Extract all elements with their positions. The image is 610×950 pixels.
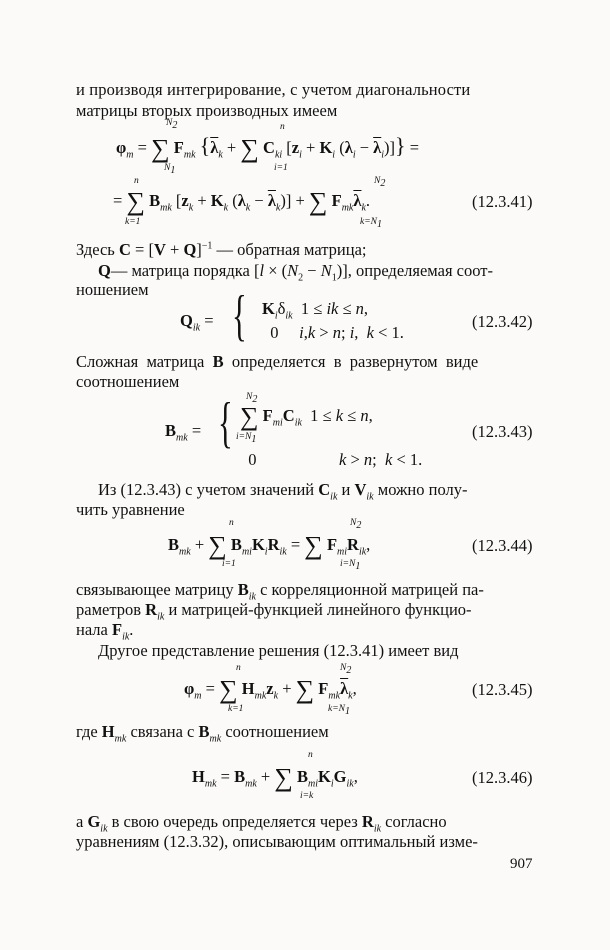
text-fragment: с корреляционной матрицей па- bbox=[260, 580, 484, 599]
sum-lower-limit: i=1 bbox=[274, 163, 288, 173]
equation-number: (12.3.46) bbox=[472, 768, 533, 787]
equation-12-3-44: $B_{mk}$ + ∑ $B_{mi}K_iR_{ik}$ = ∑ $F_{mi}R_{ik}$, bbox=[168, 531, 371, 560]
equation-number: (12.3.41) bbox=[472, 192, 533, 211]
text-line: Q— матрица порядка $[l \times (N_2 - N_1)]$, определяемая соот- bbox=[98, 261, 493, 284]
text-fragment: Из (12.3.43) с учетом значений bbox=[98, 480, 315, 499]
text-fragment: связывающее матрицу bbox=[76, 580, 234, 599]
text-line: матрицы вторых производных имеем bbox=[76, 101, 338, 120]
left-brace: { bbox=[232, 285, 247, 347]
sum-lower-limit: $k=N_1$ bbox=[360, 217, 382, 230]
sum-upper-limit: n bbox=[134, 176, 139, 186]
text-fragment: согласно bbox=[385, 812, 447, 831]
text-line: где $H_{mk}$ связана с $B_{mk}$ соотношением bbox=[76, 722, 329, 745]
equation-12-3-43-case2: 0 k > n; k < 1. bbox=[240, 450, 423, 469]
equation-number: (12.3.42) bbox=[472, 312, 533, 331]
text-fragment: можно полу- bbox=[377, 480, 468, 499]
sum-upper-limit: n bbox=[236, 663, 241, 673]
text-fragment: нала bbox=[76, 620, 108, 639]
text-fragment: а bbox=[76, 812, 84, 831]
equation-number: (12.3.45) bbox=[472, 680, 533, 699]
sum-upper-limit: $N_2$ bbox=[350, 518, 362, 531]
sum-upper-limit: n bbox=[229, 518, 234, 528]
equation-number: (12.3.44) bbox=[472, 536, 533, 555]
page-number: 907 bbox=[510, 856, 533, 872]
sum-lower-limit: i=k bbox=[300, 791, 314, 801]
sum-lower-limit: k=1 bbox=[125, 217, 141, 227]
equation-12-3-41-line2: = ∑ $B_{mk}$ [$z_k + K_k$ $(\lambda_k - \overline{\lambda}_k)$] + ∑ $F_{mk}\overline{\lambda}_k$. bbox=[113, 187, 371, 216]
text-line: Другое представление решения (12.3.41) имеет вид bbox=[98, 641, 459, 660]
sum-lower-limit: $i=N_1$ bbox=[236, 432, 257, 445]
text-line: связывающее матрицу $B_{ik}$ с корреляционной матрицей па- bbox=[76, 580, 484, 603]
sum-lower-limit: $N_1$ bbox=[164, 163, 176, 176]
equation-12-3-43-case1: ∑ $F_{mi}C_{ik}$ 1 ≤ k ≤ n, bbox=[240, 402, 373, 431]
text-line: Сложная матрица B определяется в развернутом виде bbox=[76, 352, 479, 371]
text-line: Из (12.3.43) с учетом значений $C_{ik}$ и $V_{ik}$ можно полу- bbox=[98, 480, 468, 503]
text-fragment: и матрицей-функцией линейного функцио- bbox=[168, 600, 472, 619]
text-fragment: в свою очередь определяется через bbox=[111, 812, 358, 831]
text-fragment: где bbox=[76, 722, 98, 741]
text-line: и производя интегрирование, с учетом диагональности bbox=[76, 80, 471, 99]
sum-lower-limit: i=1 bbox=[222, 559, 236, 569]
text-line: чить уравнение bbox=[76, 500, 185, 519]
text-line: соотношением bbox=[76, 372, 180, 391]
equation-12-3-42-case2: 0 i,k > n; i, k < 1. bbox=[262, 323, 404, 342]
sum-upper-limit: $N_2$ bbox=[246, 392, 258, 405]
text-fragment: Здесь bbox=[76, 240, 115, 259]
text-fragment: Q bbox=[98, 261, 111, 280]
equation-12-3-42-lhs: $Q_{ik}$ = bbox=[180, 311, 214, 334]
text-fragment: — матрица порядка bbox=[110, 261, 250, 280]
sum-lower-limit: k=1 bbox=[228, 704, 244, 714]
text-line: а $G_{ik}$ в свою очередь определяется через $R_{ik}$ согласно bbox=[76, 812, 447, 835]
text-fragment: связана с bbox=[130, 722, 195, 741]
text-fragment: раметров bbox=[76, 600, 142, 619]
equation-12-3-43-lhs: $B_{mk}$ = bbox=[165, 421, 202, 444]
equation-12-3-45: $\varphi_m$ = ∑ $H_{mk}z_k$ + ∑ $F_{mk}\overline{\lambda}_k$, bbox=[184, 675, 357, 704]
sum-upper-limit: $N_2$ bbox=[340, 663, 352, 676]
text-line: нала $F_{ik}$. bbox=[76, 620, 134, 643]
sum-upper-limit: $N_2$ bbox=[374, 176, 386, 189]
equation-12-3-41-line1: $\varphi_m$ = ∑ $F_{mk}$ {$\overline{\lambda}_k$ + ∑ $C_{ki}$ [$z_i + K_i$ $(\lambda_i - \overline{\lambda}_i)$]} = bbox=[116, 133, 420, 163]
text-line: ношением bbox=[76, 280, 149, 299]
text-fragment: — обратная матрица; bbox=[216, 240, 367, 259]
sum-lower-limit: $k=N_1$ bbox=[328, 704, 350, 717]
text-line: раметров $R_{ik}$ и матрицей-функцией линейного функцио- bbox=[76, 600, 472, 623]
text-line: уравнениям (12.3.32), описывающим оптимальный изме- bbox=[76, 832, 478, 851]
text-line: Здесь $C = [V + Q]^{-1}$ — обратная матрица; bbox=[76, 240, 367, 259]
sum-lower-limit: $i=N_1$ bbox=[340, 559, 361, 572]
left-brace: { bbox=[218, 392, 233, 454]
sum-upper-limit: n bbox=[280, 122, 285, 132]
text-fragment: соотношением bbox=[225, 722, 329, 741]
equation-12-3-42-case1: $K_i\delta_{ik}$ 1 ≤ ik ≤ n, bbox=[262, 299, 369, 322]
sum-upper-limit: $N_2$ bbox=[166, 118, 178, 131]
sum-upper-limit: n bbox=[308, 750, 313, 760]
text-fragment: , определяемая соот- bbox=[347, 261, 493, 280]
text-fragment: и bbox=[341, 480, 351, 499]
equation-12-3-46: $H_{mk} = B_{mk}$ + ∑ $B_{mi}K_iG_{ik}$, bbox=[192, 763, 358, 792]
equation-number: (12.3.43) bbox=[472, 422, 533, 441]
